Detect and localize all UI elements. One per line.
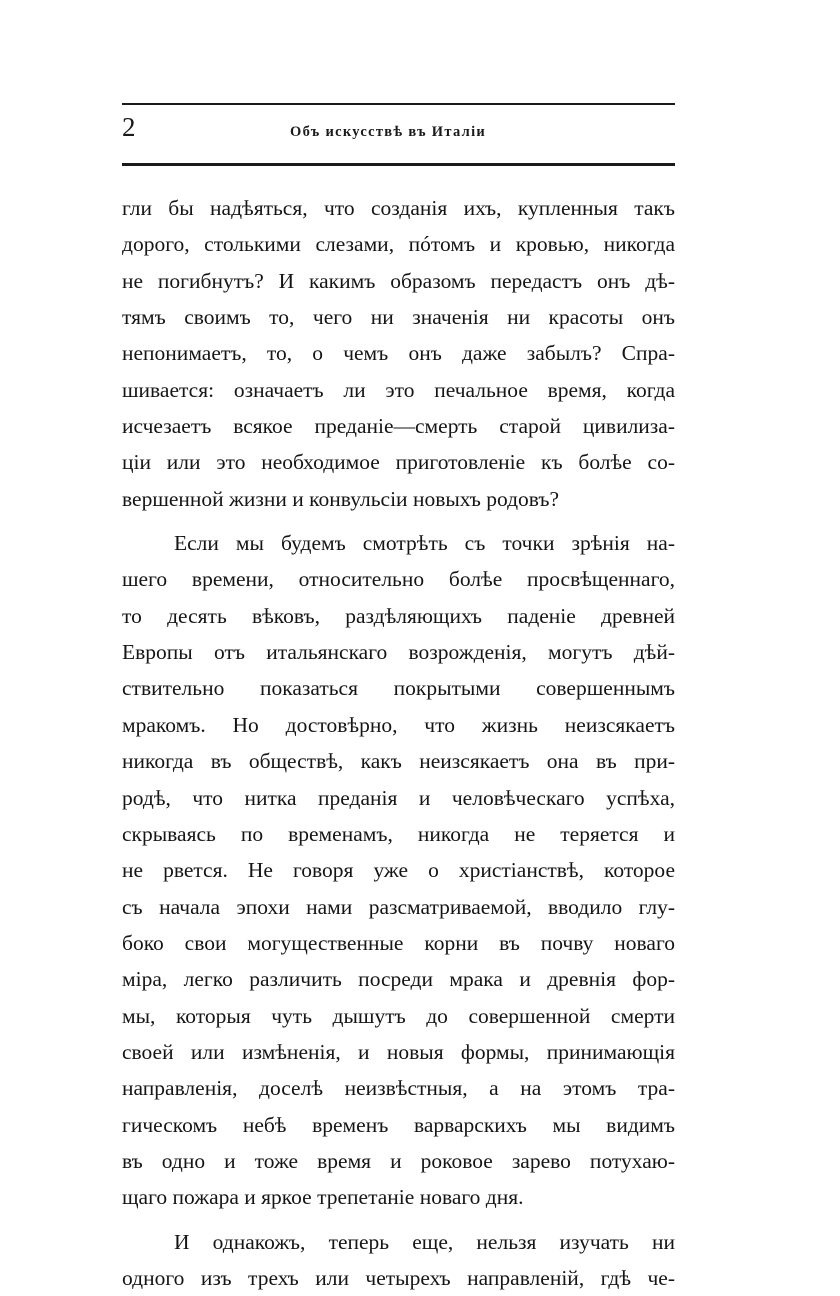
text-line: Если мы будемъ смотрѣть съ точки зрѣнія на- <box>174 531 675 556</box>
body-text <box>122 190 675 1296</box>
paragraph-3 <box>122 1224 675 1296</box>
text-line: гли бы надѣяться, что созданія ихъ, купленныя такъ <box>122 196 675 220</box>
text-line: Европы отъ итальянскаго возрожденія, могутъ дѣй- <box>122 640 675 665</box>
text-line: съ начала эпохи нами разсматриваемой, вводило глу- <box>122 894 675 919</box>
text-line: не погибнутъ? И какимъ образомъ передастъ онъ дѣ- <box>122 268 675 293</box>
text-line: міра, легко различить посреди мрака и древнія фор- <box>122 967 675 992</box>
text-line: направленія, доселѣ неизвѣстныя, а на этомъ тра- <box>122 1076 675 1101</box>
paragraph-gap <box>122 1216 675 1224</box>
header-rule-top <box>122 103 675 105</box>
text-line: шего времени, относительно болѣе просвѣщеннаго, <box>122 567 675 592</box>
text-line: исчезаетъ всякое преданіе—смерть старой цивилиза- <box>122 414 675 439</box>
text-line: тямъ своимъ то, чего ни значенія ни красоты онъ <box>122 305 675 330</box>
text-line: шивается: означаетъ ли это печальное время, когда <box>122 377 675 402</box>
text-line: своей или измѣненія, и новыя формы, принимающія <box>122 1039 675 1064</box>
running-title: Объ искусствѣ въ Италіи <box>290 124 487 140</box>
text-line: одного изъ трехъ или четырехъ направленій, гдѣ че- <box>122 1265 675 1290</box>
text-line: мы, которыя чуть дышутъ до совершенной смерти <box>122 1003 675 1028</box>
text-line: боко свои могущественные корни въ почву новаго <box>122 930 675 955</box>
text-line: скрываясь по временамъ, никогда не теряется и <box>122 821 675 846</box>
text-line: мракомъ. Но достовѣрно, что жизнь неизсякаетъ <box>122 712 675 737</box>
text-line: въ одно и тоже время и роковое зарево потухаю- <box>122 1148 675 1173</box>
paragraph-gap <box>122 517 675 525</box>
text-line: то десять вѣковъ, раздѣляющихъ паденіе древней <box>122 603 675 628</box>
paragraph-1 <box>122 190 675 517</box>
text-line: ціи или это необходимое приготовленіе къ болѣе со- <box>122 450 675 475</box>
text-line: ствительно показаться покрытыми совершеннымъ <box>122 676 675 701</box>
text-line: вершенной жизни и конвульсіи новыхъ родовъ? <box>122 486 560 511</box>
paragraph-2 <box>122 525 675 1216</box>
text-line: родѣ, что нитка преданія и человѣческаго успѣха, <box>122 785 675 810</box>
text-line: не рвется. Не говоря уже о христіанствѣ, которое <box>122 858 675 883</box>
text-line: непонимаетъ, то, о чемъ онъ даже забылъ? Спра- <box>122 341 675 366</box>
text-line: дорого, столькими слезами, пóтомъ и кровью, никогда <box>122 232 675 257</box>
text-line: И однакожъ, теперь еще, нельзя изучать ни <box>174 1229 675 1254</box>
header-rule-bottom <box>122 163 675 166</box>
page-number: 2 <box>122 112 136 142</box>
text-line: щаго пожара и яркое трепетаніе новаго дня. <box>122 1185 524 1210</box>
text-line: никогда въ обществѣ, какъ неизсякаетъ она въ при- <box>122 749 675 774</box>
text-line: гическомъ небѣ временъ варварскихъ мы видимъ <box>122 1112 675 1137</box>
